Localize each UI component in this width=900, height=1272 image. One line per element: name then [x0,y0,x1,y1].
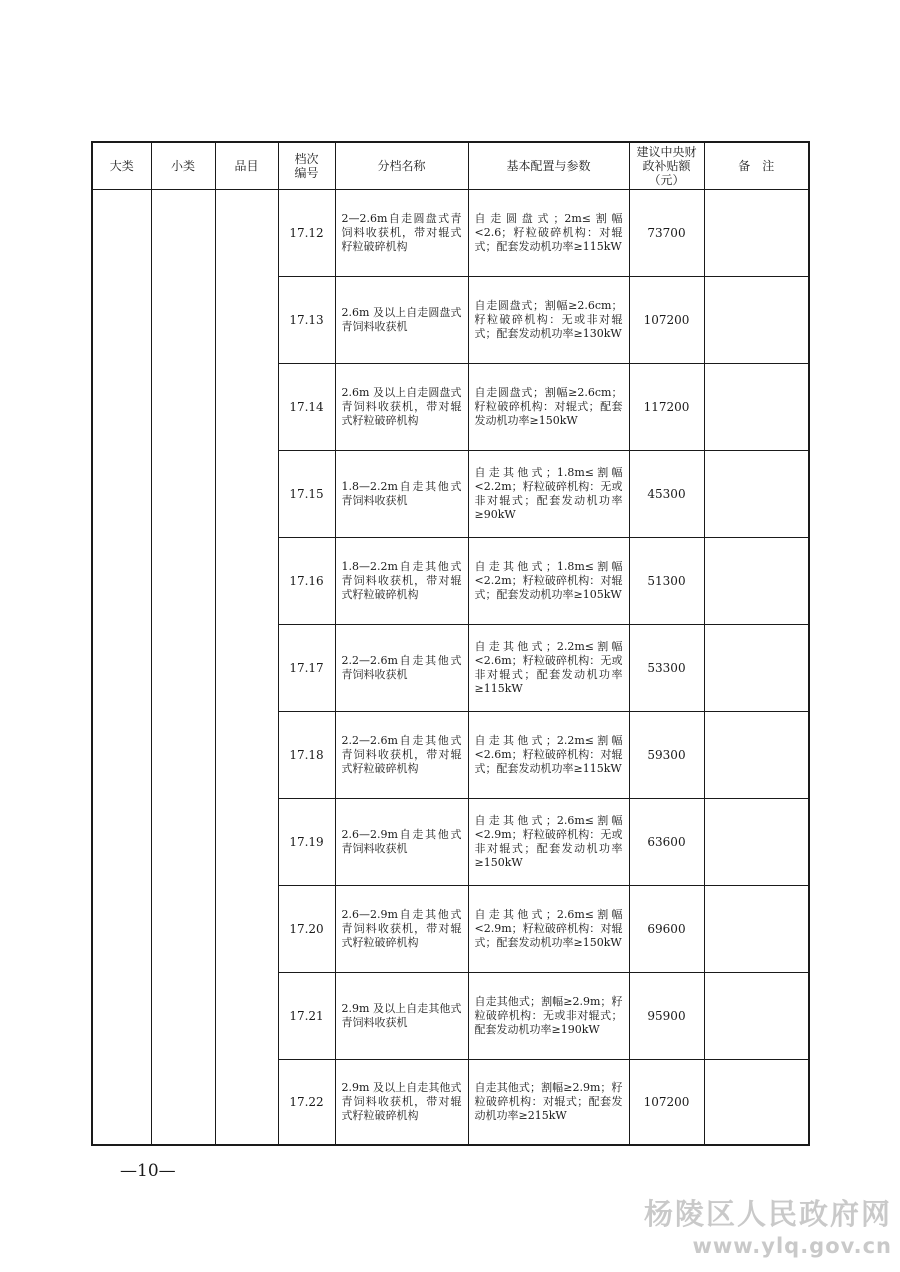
amount-cell: 117200 [629,363,704,450]
watermark-title: 杨陵区人民政府网 [643,1197,892,1231]
name-cell: 1.8—2.2m自走其他式青饲料收获机 [335,450,468,537]
name-cell: 2.6m 及以上自走圆盘式青饲料收获机 [335,276,468,363]
spec-cell: 自走其他式；1.8m≤割幅<2.2m；籽粒破碎机构：无或非对辊式；配套发动机功率≥90kW [468,450,629,537]
amount-cell: 107200 [629,1059,704,1145]
page-number: —10— [120,1161,176,1181]
amount-cell: 45300 [629,450,704,537]
header-item: 品目 [215,142,278,189]
note-cell [704,189,809,276]
code-cell: 17.16 [278,537,335,624]
code-cell: 17.21 [278,972,335,1059]
spec-cell: 自走圆盘式；2m≤割幅<2.6；籽粒破碎机构：对辊式；配套发动机功率≥115kW [468,189,629,276]
note-cell [704,711,809,798]
code-cell: 17.20 [278,885,335,972]
code-cell: 17.14 [278,363,335,450]
spec-cell: 自走其他式；2.2m≤割幅<2.6m；籽粒破碎机构：无或非对辊式；配套发动机功率≥115kW [468,624,629,711]
note-cell [704,537,809,624]
name-cell: 2—2.6m自走圆盘式青饲料收获机，带对辊式籽粒破碎机构 [335,189,468,276]
subsidy-table [91,141,810,1146]
note-cell [704,885,809,972]
major-category-cell [92,189,151,1145]
note-cell [704,972,809,1059]
table-row [92,189,809,276]
code-cell: 17.22 [278,1059,335,1145]
name-cell: 1.8—2.2m自走其他式青饲料收获机，带对辊式籽粒破碎机构 [335,537,468,624]
spec-cell: 自走其他式；割幅≥2.9m；籽粒破碎机构：无或非对辊式；配套发动机功率≥190kW [468,972,629,1059]
item-cell [215,189,278,1145]
minor-category-cell [151,189,215,1145]
code-cell: 17.15 [278,450,335,537]
amount-cell: 63600 [629,798,704,885]
header-spec: 基本配置与参数 [468,142,629,189]
amount-cell: 51300 [629,537,704,624]
spec-cell: 自走其他式；2.2m≤割幅<2.6m；籽粒破碎机构：对辊式；配套发动机功率≥115kW [468,711,629,798]
watermark-url: www.ylq.gov.cn [692,1234,892,1258]
watermark [644,1196,892,1260]
spec-cell: 自走其他式；2.6m≤割幅<2.9m；籽粒破碎机构：对辊式；配套发动机功率≥150kW [468,885,629,972]
code-cell: 17.13 [278,276,335,363]
note-cell [704,798,809,885]
name-cell: 2.9m 及以上自走其他式青饲料收获机，带对辊式籽粒破碎机构 [335,1059,468,1145]
table-body [92,189,809,1145]
name-cell: 2.6—2.9m自走其他式青饲料收获机，带对辊式籽粒破碎机构 [335,885,468,972]
note-cell [704,450,809,537]
header-code: 档次编号 [278,142,335,189]
code-cell: 17.18 [278,711,335,798]
spec-cell: 自走圆盘式；割幅≥2.6cm；籽粒破碎机构：无或非对辊式；配套发动机功率≥130kW [468,276,629,363]
name-cell: 2.2—2.6m自走其他式青饲料收获机 [335,624,468,711]
header-major: 大类 [92,142,151,189]
name-cell: 2.6—2.9m自走其他式青饲料收获机 [335,798,468,885]
amount-cell: 59300 [629,711,704,798]
amount-cell: 107200 [629,276,704,363]
spec-cell: 自走圆盘式；割幅≥2.6cm；籽粒破碎机构：对辊式；配套发动机功率≥150kW [468,363,629,450]
header-amount: 建议中央财政补贴额（元） [629,142,704,189]
name-cell: 2.6m 及以上自走圆盘式青饲料收获机，带对辊式籽粒破碎机构 [335,363,468,450]
amount-cell: 69600 [629,885,704,972]
header-row [92,142,809,189]
amount-cell: 53300 [629,624,704,711]
spec-cell: 自走其他式；割幅≥2.9m；籽粒破碎机构：对辊式；配套发动机功率≥215kW [468,1059,629,1145]
amount-cell: 73700 [629,189,704,276]
name-cell: 2.2—2.6m自走其他式青饲料收获机，带对辊式籽粒破碎机构 [335,711,468,798]
note-cell [704,624,809,711]
note-cell [704,363,809,450]
note-cell [704,1059,809,1145]
code-cell: 17.12 [278,189,335,276]
header-note: 备 注 [704,142,809,189]
note-cell [704,276,809,363]
spec-cell: 自走其他式；2.6m≤割幅<2.9m；籽粒破碎机构：无或非对辊式；配套发动机功率≥150kW [468,798,629,885]
header-name: 分档名称 [335,142,468,189]
name-cell: 2.9m 及以上自走其他式青饲料收获机 [335,972,468,1059]
spec-cell: 自走其他式；1.8m≤割幅<2.2m；籽粒破碎机构：对辊式；配套发动机功率≥105kW [468,537,629,624]
code-cell: 17.19 [278,798,335,885]
code-cell: 17.17 [278,624,335,711]
header-minor: 小类 [151,142,215,189]
amount-cell: 95900 [629,972,704,1059]
